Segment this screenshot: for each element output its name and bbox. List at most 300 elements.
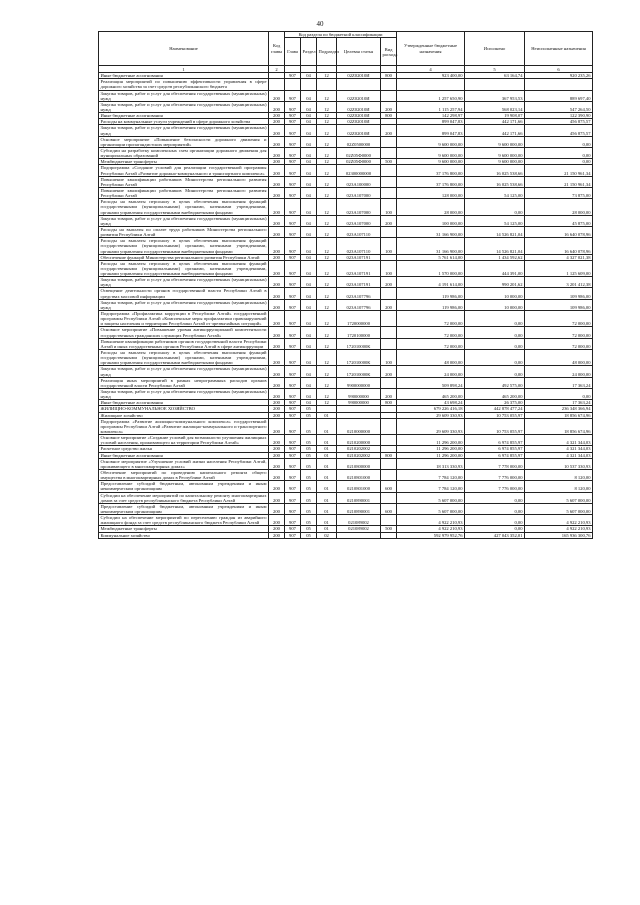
row-glava: 907 [285, 446, 301, 452]
row-code: 200 [269, 400, 285, 406]
row-razdel: 04 [301, 400, 317, 406]
row-approved: 1 257 650,90 [397, 90, 465, 101]
row-code: 200 [269, 458, 285, 469]
header-glava: Глава [285, 38, 301, 66]
header-approved: Утвержденные бюджетные назначения [397, 32, 465, 66]
row-glava: 907 [285, 469, 301, 480]
row-podrazdel: 12 [317, 389, 337, 400]
row-executed: 7 778 000,00 [465, 458, 525, 469]
row-unexecuted: 109 986,00 [525, 299, 593, 310]
row-target-article: 0210801000 [337, 481, 381, 492]
row-unexecuted: 4 327 021,38 [525, 254, 593, 260]
row-code: 200 [269, 260, 285, 276]
row-approved: 5 607 000,00 [397, 503, 465, 514]
row-target-article: 023А107110 [337, 238, 381, 254]
row-target-article: 02Z02010И [337, 113, 381, 119]
row-unexecuted: 0,00 [525, 136, 593, 147]
row-target-article: 02Z0500000 [337, 136, 381, 147]
row-executed: 10 753 055,97 [465, 412, 525, 418]
row-code: 200 [269, 503, 285, 514]
column-number [317, 66, 337, 73]
row-expense-type [381, 532, 397, 538]
row-glava: 907 [285, 412, 301, 418]
row-unexecuted: 920 235,26 [525, 73, 593, 79]
row-razdel: 04 [301, 147, 317, 158]
row-unexecuted: 73 875,00 [525, 187, 593, 198]
table-row [99, 377, 593, 388]
row-razdel: 05 [301, 458, 317, 469]
row-approved: 29 609 330,93 [397, 412, 465, 418]
row-glava: 907 [285, 125, 301, 136]
row-code: 200 [269, 526, 285, 532]
row-name: Закупка товаров, работ и услуг для обеспечения государственных (муниципальных) нужд [100, 125, 267, 136]
row-executed: 19 908,07 [465, 113, 525, 119]
row-code: 200 [269, 532, 285, 538]
row-razdel: 05 [301, 481, 317, 492]
row-expense-type [381, 418, 397, 434]
row-razdel: 04 [301, 125, 317, 136]
row-razdel [301, 79, 317, 90]
row-executed: 16 025 538,66 [465, 176, 525, 187]
row-expense-type [381, 288, 397, 299]
row-name: Повышение квалификации работников Министерства регионального развития Республики Алтай [100, 176, 267, 187]
row-executed: 7 776 000,00 [465, 481, 525, 492]
row-name: Предоставление субсидий бюджетным, автономным учреждениям и иным некоммерческим организациям [100, 503, 267, 514]
row-target-article: 023А107000 [337, 187, 381, 198]
row-approved: 11 296 200,00 [397, 452, 465, 458]
row-name: Расходы на выплаты персоналу в целях обеспечения выполнения функций государственными (муниципальными) органами, казенными учреждениями, органами управления государственными внебюджетными фондами [100, 199, 267, 215]
header-name: Наименование [99, 32, 269, 66]
row-glava: 907 [285, 327, 301, 338]
row-glava: 907 [285, 532, 301, 538]
row-razdel: 05 [301, 515, 317, 526]
row-podrazdel: 01 [317, 418, 337, 434]
row-razdel: 04 [301, 199, 317, 215]
table-body [99, 73, 593, 539]
row-razdel: 04 [301, 136, 317, 147]
row-target-article: 0210800000 [337, 458, 381, 469]
row-expense-type [381, 327, 397, 338]
row-code: 200 [269, 238, 285, 254]
row-target-article: 021089002 [337, 526, 381, 532]
row-approved: 24 000,00 [397, 366, 465, 377]
row-expense-type [381, 492, 397, 503]
row-razdel: 05 [301, 526, 317, 532]
row-glava: 907 [285, 73, 301, 79]
row-target-article: 023А107000 [337, 199, 381, 215]
row-unexecuted: 16 640 078,96 [525, 226, 593, 237]
row-target-article: 172010000К [337, 338, 381, 349]
row-expense-type [381, 79, 397, 90]
row-executed: 492 575,00 [465, 377, 525, 388]
row-podrazdel: 12 [317, 338, 337, 349]
row-target-article: 0210202002 [337, 446, 381, 452]
row-target-article: 990000000 [337, 400, 381, 406]
row-approved: 5 607 000,00 [397, 492, 465, 503]
row-code: 200 [269, 299, 285, 310]
row-unexecuted: 21 150 961,34 [525, 176, 593, 187]
row-unexecuted: 18 856 674,96 [525, 412, 593, 418]
row-unexecuted: 16 640 078,96 [525, 238, 593, 254]
row-name: Расходы на выплаты персоналу в целях обеспечения выполнения функций государственными (муниципальными) органами, казенными учреждениями, органами управления государственными внебюджетными фондами [100, 260, 267, 277]
row-razdel: 04 [301, 260, 317, 276]
row-razdel: 05 [301, 446, 317, 452]
row-razdel: 05 [301, 406, 317, 412]
row-expense-type: 200 [381, 215, 397, 226]
row-glava: 907 [285, 226, 301, 237]
row-name: Закупка товаров, работ и услуг для обеспечения государственных (муниципальных) нужд [100, 277, 267, 288]
table-row [99, 366, 593, 377]
row-glava: 907 [285, 526, 301, 532]
row-executed: 0,00 [465, 350, 525, 366]
row-podrazdel: 12 [317, 288, 337, 299]
row-razdel: 04 [301, 165, 317, 176]
column-number [285, 66, 301, 73]
row-approved: 4 191 614,00 [397, 277, 465, 288]
row-unexecuted: 4 321 344,03 [525, 446, 593, 452]
row-razdel: 05 [301, 469, 317, 480]
row-executed: 14 526 821,04 [465, 226, 525, 237]
row-executed: 6 974 855,97 [465, 452, 525, 458]
row-expense-type [381, 165, 397, 176]
row-name: Жилищное хозяйство [99, 412, 269, 418]
row-executed: 442 878 477,24 [465, 406, 525, 412]
row-razdel: 04 [301, 101, 317, 112]
row-approved: 9 600 000,00 [397, 147, 465, 158]
row-unexecuted: 122 390,90 [525, 113, 593, 119]
row-executed: 7 776 000,00 [465, 469, 525, 480]
table-row [99, 288, 593, 299]
row-podrazdel: 01 [317, 435, 337, 446]
row-expense-type [381, 176, 397, 187]
table-row [99, 469, 593, 480]
row-executed: 10 000,00 [465, 299, 525, 310]
row-approved: 592 979 952,76 [397, 532, 465, 538]
row-podrazdel: 01 [317, 446, 337, 452]
row-executed [465, 79, 525, 90]
row-expense-type: 200 [381, 277, 397, 288]
row-unexecuted: 889 697,40 [525, 90, 593, 101]
row-unexecuted: 17 363,24 [525, 377, 593, 388]
row-podrazdel: 12 [317, 311, 337, 327]
row-podrazdel: 01 [317, 452, 337, 458]
row-expense-type [381, 90, 397, 101]
row-code: 200 [269, 492, 285, 503]
row-approved: 119 986,00 [397, 299, 465, 310]
row-name: Субсидии на обеспечение мероприятий по капитальному ремонту многоквартирных домов за счет средств республиканского бюджета Республики Алтай [100, 492, 267, 503]
row-podrazdel: 12 [317, 90, 337, 101]
row-expense-type [381, 515, 397, 526]
table-row [99, 147, 593, 158]
row-razdel: 04 [301, 277, 317, 288]
header-executed: Исполнено [465, 32, 525, 66]
row-expense-type [381, 136, 397, 147]
row-name: Подпрограмма «Развитие жилищно-коммунального комплекса» государственной программы Республики Алтай «Развитие жилищно-коммунального и транспортного комплекса» [100, 418, 267, 434]
row-expense-type: 800 [381, 113, 397, 119]
row-unexecuted: 4 922 210,93 [525, 515, 593, 526]
row-code: 200 [269, 113, 285, 119]
row-executed: 9 600 000,00 [465, 136, 525, 147]
row-approved: 4 922 210,93 [397, 515, 465, 526]
row-target-article: 0210801000 [337, 469, 381, 480]
row-code: 200 [269, 435, 285, 446]
row-unexecuted: 3 201 412,38 [525, 277, 593, 288]
row-target-article: 023А107191 [337, 254, 381, 260]
row-razdel: 04 [301, 311, 317, 327]
row-podrazdel: 12 [317, 113, 337, 119]
column-number [301, 66, 317, 73]
row-name: Основное мероприятие «Повышение безопасности дорожного движения и организации пропагандистских мероприятий» [100, 136, 267, 147]
row-unexecuted: 547 264,50 [525, 101, 593, 112]
row-podrazdel: 01 [317, 412, 337, 418]
row-podrazdel: 01 [317, 526, 337, 532]
row-podrazdel: 12 [317, 400, 337, 406]
row-unexecuted: 236 348 366,94 [525, 406, 593, 412]
row-razdel: 04 [301, 226, 317, 237]
row-name: Расходы на выплаты по оплате труда работников Министерства регионального развития Республики Алтай [100, 226, 267, 238]
row-name: Иные бюджетные ассигнования [99, 400, 269, 406]
row-expense-type [381, 458, 397, 469]
row-approved: 465 200,00 [397, 389, 465, 400]
row-code: 200 [269, 327, 285, 338]
row-expense-type: 200 [381, 125, 397, 136]
row-expense-type: 200 [381, 299, 397, 310]
row-target-article: 172010000К [337, 350, 381, 366]
row-unexecuted: 28 000,00 [525, 199, 593, 215]
row-code: 200 [269, 366, 285, 377]
row-target-article [337, 79, 381, 90]
row-glava: 907 [285, 350, 301, 366]
row-name: Основное мероприятие «Повышение уровня антикоррупционной компетентности государственных гражданских служащих Республики Алтай» [100, 327, 267, 338]
row-name: Расходы на выплаты персоналу в целях обеспечения выполнения функций государственными (муниципальными) органами, казенными учреждениями, органами управления государственными внебюджетными фондами [100, 238, 267, 254]
row-unexecuted: 18 856 674,96 [525, 418, 593, 434]
row-unexecuted: 456 875,57 [525, 119, 593, 125]
row-approved: 119 986,00 [397, 288, 465, 299]
row-approved: 4 922 210,93 [397, 526, 465, 532]
row-razdel: 04 [301, 377, 317, 388]
row-code: 200 [269, 136, 285, 147]
row-executed: 0,00 [465, 199, 525, 215]
column-number [337, 66, 381, 73]
row-code: 200 [269, 288, 285, 299]
row-podrazdel: 01 [317, 469, 337, 480]
row-executed: 54 125,00 [465, 187, 525, 198]
row-expense-type: 200 [381, 101, 397, 112]
header-unexecuted: Неисполненные назначения [525, 32, 593, 66]
row-glava: 907 [285, 481, 301, 492]
row-target-article: 021089002 [337, 515, 381, 526]
column-number: 5 [465, 66, 525, 73]
row-podrazdel: 02 [317, 532, 337, 538]
row-unexecuted: 45 875,00 [525, 215, 593, 226]
row-razdel: 04 [301, 254, 317, 260]
row-unexecuted: 21 150 961,34 [525, 165, 593, 176]
row-razdel: 04 [301, 366, 317, 377]
row-code: 200 [269, 215, 285, 226]
row-code: 200 [269, 350, 285, 366]
row-name: Реализация иных мероприятий в рамках непрограммных расходов органов государственной власти Республики Алтай [100, 377, 267, 388]
row-razdel: 04 [301, 238, 317, 254]
row-code: 200 [269, 159, 285, 165]
row-approved: 1 570 000,00 [397, 260, 465, 276]
row-glava: 907 [285, 458, 301, 469]
row-approved: 37 176 800,00 [397, 176, 465, 187]
row-podrazdel: 12 [317, 125, 337, 136]
row-target-article: 0210202002 [337, 452, 381, 458]
table-row [99, 176, 593, 187]
row-name: Закупка товаров, работ и услуг для обеспечения государственных (муниципальных) нужд [100, 389, 267, 400]
row-razdel: 05 [301, 503, 317, 514]
row-expense-type: 100 [381, 350, 397, 366]
row-code: 200 [269, 418, 285, 434]
row-approved: 128 000,00 [397, 187, 465, 198]
row-unexecuted: 456 875,57 [525, 125, 593, 136]
row-podrazdel: 12 [317, 199, 337, 215]
header-row-top [99, 32, 593, 38]
column-number [381, 66, 397, 73]
row-glava: 907 [285, 389, 301, 400]
row-target-article: 023А107000 [337, 215, 381, 226]
row-glava: 907 [285, 147, 301, 158]
row-name: Расчетное средство жилья [99, 446, 269, 452]
row-podrazdel: 01 [317, 458, 337, 469]
row-target-article: 0210890001 [337, 492, 381, 503]
table-row [99, 389, 593, 400]
row-glava: 907 [285, 136, 301, 147]
row-executed: 0,00 [465, 492, 525, 503]
row-podrazdel: 12 [317, 327, 337, 338]
table-row [99, 199, 593, 215]
row-glava: 907 [285, 452, 301, 458]
table-row [99, 311, 593, 327]
row-glava: 907 [285, 254, 301, 260]
row-unexecuted: 48 000,00 [525, 350, 593, 366]
row-unexecuted: 8 120,00 [525, 481, 593, 492]
row-code: 200 [269, 226, 285, 237]
row-approved: 18 313 330,93 [397, 458, 465, 469]
row-glava: 907 [285, 515, 301, 526]
row-target-article: 023А107191 [337, 277, 381, 288]
row-name: Освещение деятельности органов государственной власти Республики Алтай в средствах массовой информации [100, 288, 267, 299]
row-target-article: 1720100000 [337, 327, 381, 338]
row-name: Расходы на коммунальные услуги учреждений в сфере дорожного хозяйства [99, 119, 269, 125]
header-csr: Целевая статья [337, 38, 381, 66]
row-code: 200 [269, 187, 285, 198]
table-row [99, 215, 593, 226]
row-unexecuted: 4 321 344,03 [525, 435, 593, 446]
row-code: 200 [269, 377, 285, 388]
row-glava: 907 [285, 101, 301, 112]
row-target-article: 1720000000 [337, 311, 381, 327]
row-executed: 6 974 855,97 [465, 435, 525, 446]
table-row [99, 165, 593, 176]
row-name: Основное мероприятие «Создание условий для возможности улучшения жилищных условий населения, проживающего на территории Республики Алтай» [100, 435, 267, 446]
row-name: Межбюджетные трансферты [99, 526, 269, 532]
row-name: Иные бюджетные ассигнования [99, 73, 269, 79]
row-name: Закупка товаров, работ и услуг для обеспечения государственных (муниципальных) нужд [100, 215, 267, 226]
row-target-article: 990000000 [337, 389, 381, 400]
row-executed: 9 600 000,00 [465, 147, 525, 158]
row-executed: 0,00 [465, 311, 525, 327]
table-row [99, 125, 593, 136]
row-approved: 100 000,00 [397, 215, 465, 226]
row-approved: 48 000,00 [397, 350, 465, 366]
row-name: Субсидии на обеспечение мероприятий по переселению граждан из аварийного жилищного фонда за счет средств республиканского бюджета Республики Алтай [100, 515, 267, 526]
row-podrazdel: 12 [317, 366, 337, 377]
row-code: 200 [269, 452, 285, 458]
column-number: 4 [397, 66, 465, 73]
row-code: 200 [269, 176, 285, 187]
row-approved: 5 761 614,00 [397, 254, 465, 260]
row-glava: 907 [285, 366, 301, 377]
table-row [99, 503, 593, 514]
table-row [99, 187, 593, 198]
row-podrazdel: 12 [317, 176, 337, 187]
row-podrazdel [317, 79, 337, 90]
row-unexecuted: 0,00 [525, 159, 593, 165]
row-unexecuted: 0,00 [525, 389, 593, 400]
row-expense-type: 200 [381, 366, 397, 377]
row-executed: 442 171,66 [465, 125, 525, 136]
row-name: Предоставление субсидий бюджетным, автономным учреждениям и иным некоммерческим организациям [100, 481, 267, 492]
row-name: Повышение квалификации работников органов государственной власти Республики Алтай и иных государственных органов Республики Алтай в сфере антикоррупции [100, 338, 267, 349]
row-glava: 907 [285, 418, 301, 434]
row-executed: 1 434 592,62 [465, 254, 525, 260]
table-row [99, 101, 593, 112]
row-approved: 9 600 000,00 [397, 159, 465, 165]
table-row [99, 90, 593, 101]
row-code: 200 [269, 469, 285, 480]
row-podrazdel: 12 [317, 119, 337, 125]
row-approved [397, 79, 465, 90]
row-code: 200 [269, 254, 285, 260]
row-name: Реализация мероприятий по повышению эффективности управления в сфере дорожного хозяйства за счет средств республиканского бюджета [100, 79, 267, 90]
row-expense-type [381, 469, 397, 480]
row-podrazdel: 01 [317, 492, 337, 503]
row-target-article: 023А107796 [337, 299, 381, 310]
row-podrazdel: 12 [317, 147, 337, 158]
row-code: 200 [269, 338, 285, 349]
row-name: Иные бюджетные ассигнования [99, 452, 269, 458]
row-executed: 442 171,66 [465, 119, 525, 125]
row-glava: 907 [285, 215, 301, 226]
row-glava: 907 [285, 406, 301, 412]
row-unexecuted: 5 607 000,00 [525, 503, 593, 514]
row-approved: 72 000,00 [397, 338, 465, 349]
row-razdel: 04 [301, 215, 317, 226]
row-approved: 899 047,83 [397, 125, 465, 136]
row-target-article: 0210890001 [337, 503, 381, 514]
row-glava [285, 79, 301, 90]
row-code: 200 [269, 446, 285, 452]
row-executed: 26 375,00 [465, 400, 525, 406]
row-glava: 907 [285, 492, 301, 503]
row-razdel: 04 [301, 389, 317, 400]
row-podrazdel: 12 [317, 260, 337, 276]
row-target-article: 023А100000 [337, 176, 381, 187]
row-approved: 679 226 416,18 [397, 406, 465, 412]
row-code: 200 [269, 165, 285, 176]
row-podrazdel: 12 [317, 165, 337, 176]
row-name: Подпрограмма «Создание условий для реализации государственной программы Республики Алтай «Развитие дорожно-коммунального и транспортного комплекса» [100, 165, 267, 176]
row-unexecuted: 72 000,00 [525, 338, 593, 349]
row-target-article: 02Z05Ф0000 [337, 147, 381, 158]
row-podrazdel: 12 [317, 277, 337, 288]
row-approved: 899 047,83 [397, 119, 465, 125]
row-expense-type [381, 338, 397, 349]
row-razdel: 04 [301, 338, 317, 349]
table-row [99, 435, 593, 446]
